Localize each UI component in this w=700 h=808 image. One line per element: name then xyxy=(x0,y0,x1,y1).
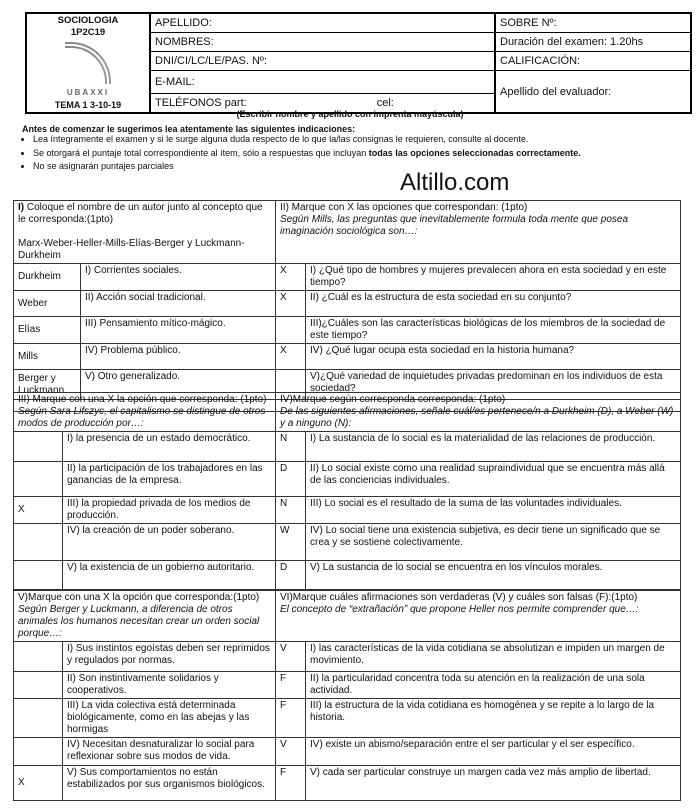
instruction-text: Se otorgará el puntaje total correspondiente al ítem, sólo a respuestas que incluyan xyxy=(33,147,369,158)
q5-subtitle: Según Berger y Luckmann, a diferencia de otros animales los humanos necesitan crear un orden social porque…: xyxy=(18,604,260,639)
q2-option-text: II) ¿Cuál es la estructura de esta sociedad en su conjunto? xyxy=(306,291,681,317)
q1-option-text: III) Pensamiento mítico-mágico. xyxy=(81,317,276,344)
q4-option-text: I) La sustancia de lo social es la materialidad de las relaciones de producción. xyxy=(306,432,681,462)
table-row xyxy=(14,462,681,497)
q2-option-text: III)¿Cuáles son las características biológicas de los miembros de la sociedad de este tiempo? xyxy=(306,317,681,344)
q2-option-text: IV) ¿Qué lugar ocupa esta sociedad en la historia humana? xyxy=(306,344,681,370)
q4-answer-cell[interactable]: D xyxy=(276,462,306,497)
q1-option-text: II) Acción social tradicional. xyxy=(81,291,276,317)
q6-option-text: IV) existe un abismo/separación entre el ser particular y el ser específico. xyxy=(306,738,681,766)
q4-answer-cell[interactable]: N xyxy=(276,497,306,524)
q4-option-text: IV) Lo social tiene una existencia subjetiva, es decir tiene un significado que se crea y se sostiene colectivamente. xyxy=(306,524,681,561)
q6-answer-cell[interactable]: V xyxy=(276,642,306,672)
table-row xyxy=(14,264,681,291)
instruction-bold: todas las opciones seleccionadas correctamente. xyxy=(368,147,581,158)
intro: Antes de comenzar le sugerimos lea atentamente las siguientes indicaciones: xyxy=(22,124,356,134)
q3-title: III) Marque con una X la opción que corresponda: (1pto) xyxy=(18,394,267,405)
q6-header xyxy=(276,591,681,642)
table-row xyxy=(14,672,681,699)
q5-answer-cell[interactable]: X xyxy=(14,766,63,801)
q5-option-text: I) Sus instintos egoístas deben ser reprimidos y regulados por normas. xyxy=(63,642,276,672)
q3-option-text: V) la existencia de un gobierno autoritario. xyxy=(63,561,276,590)
instruction: • No se asignarán puntajes parciales xyxy=(33,160,581,174)
q6-answer-cell[interactable]: F xyxy=(276,672,306,699)
q3-option-text: II) la participación de los trabajadores en las ganancias de la empresa. xyxy=(63,462,276,497)
q2-answer-cell[interactable]: X xyxy=(276,264,306,291)
q5-option-text: II) Son instintivamente solidarios y cooperativos. xyxy=(63,672,276,699)
q1-author-cell[interactable]: Berger y Luckmann xyxy=(14,370,81,400)
course-block xyxy=(26,13,150,113)
q5-answer-cell[interactable] xyxy=(14,642,63,672)
q6-answer-cell[interactable]: F xyxy=(276,766,306,801)
q5-option-text: IV) Necesitan desnaturalizar lo social para reflexionar sobre sus modos de vida. xyxy=(63,738,276,766)
table-row xyxy=(14,344,681,370)
calificacion: CALIFICACIÓN: xyxy=(495,52,691,71)
tema: TEMA 1 3-10-19 xyxy=(54,100,122,110)
q2-answer-cell[interactable] xyxy=(276,317,306,344)
q6-title: VI)Marque cuáles afirmaciones son verdaderas (V) y cuáles son falsas (F):(1pto) xyxy=(280,592,638,603)
q5-answer-cell[interactable] xyxy=(14,738,63,766)
q2-subtitle: Según Mills, las preguntas que inevitablemente formula toda mente que posea imaginación sociológica son…: xyxy=(280,214,629,237)
field-nombres[interactable]: NOMBRES: xyxy=(150,33,495,52)
q5-answer-cell[interactable] xyxy=(14,672,63,699)
q3-header xyxy=(14,393,276,432)
q3-answer-cell[interactable] xyxy=(14,462,63,497)
table-row xyxy=(14,699,681,738)
cel-label: cel: xyxy=(376,97,394,109)
q3-option-text: IV) la creación de un poder soberano. xyxy=(63,524,276,561)
q4-answer-cell[interactable]: W xyxy=(276,524,306,561)
q4-header xyxy=(276,393,681,432)
q2-option-text: V)¿Qué variedad de inquietudes privadas predominan en los individuos de esta sociedad? xyxy=(306,370,681,400)
instruction: • Lea íntegramente el examen y si le surge alguna duda respecto de lo que la/las consignas le requieren, consulte al docente. xyxy=(33,133,581,147)
q4-answer-cell[interactable]: D xyxy=(276,561,306,590)
q3-answer-cell[interactable] xyxy=(14,524,63,561)
q5-header xyxy=(14,591,276,642)
field-email[interactable]: E-MAIL: xyxy=(150,71,495,94)
table-row xyxy=(14,738,681,766)
table-row xyxy=(14,561,681,590)
q5-option-text: V) Sus comportamientos no están estabilizados por sus organismos biológicos. xyxy=(63,766,276,801)
q6-option-text: III) la estructura de la vida cotidiana es homogénea y se repite a lo largo de la historia. xyxy=(306,699,681,738)
q2-answer-cell[interactable]: X xyxy=(276,344,306,370)
q1-option-text: V) Otro generalizado. xyxy=(81,370,276,400)
field-dni[interactable]: DNI/CI/LC/LE/PAS. Nº: xyxy=(150,52,495,71)
q4-option-text: V) La sustancia de lo social se encuentra en los vínculos morales. xyxy=(306,561,681,590)
header-note: (Escribir nombre y apellido con imprenta mayúscula) xyxy=(236,109,464,119)
q6-answer-cell[interactable]: V xyxy=(276,738,306,766)
instruction xyxy=(33,147,581,161)
watermark: Altillo.com xyxy=(400,169,510,196)
questions-5-6 xyxy=(13,590,681,801)
field-sobre: SOBRE Nº: xyxy=(495,13,691,33)
q2-title: II) Marque con X las opciones que correspondan: (1pto) xyxy=(280,202,528,213)
q1-option-text: I) Corrientes sociales. xyxy=(81,264,276,291)
q2-answer-cell[interactable]: X xyxy=(276,291,306,317)
q2-header xyxy=(276,201,681,264)
table-row xyxy=(14,317,681,344)
table-row xyxy=(14,497,681,524)
table-row xyxy=(14,291,681,317)
table-row xyxy=(14,432,681,462)
q6-subtitle: El concepto de “extrañación” que propone Heller nos permite comprender que…: xyxy=(280,604,639,615)
logo-text: UBAXXI xyxy=(66,88,110,97)
q3-option-text: I) la presencia de un estado democrático. xyxy=(63,432,276,462)
evaluador: Apellido del evaluador: xyxy=(495,71,691,114)
q4-answer-cell[interactable]: N xyxy=(276,432,306,462)
questions-3-4 xyxy=(13,392,681,590)
course-name: SOCIOLOGIA xyxy=(57,15,119,26)
q1-author-cell[interactable]: Durkheim xyxy=(14,264,81,291)
q5-option-text: III) La vida colectiva está determinada biológicamente, como en las abejas y las hormigas xyxy=(63,699,276,738)
q5-answer-cell[interactable] xyxy=(14,699,63,738)
table-row xyxy=(14,524,681,561)
student-header xyxy=(25,12,692,114)
telefonos-label: TELÉFONOS part: xyxy=(155,97,247,109)
q1-header xyxy=(14,201,276,264)
q3-subtitle: Según Sara Lifszyc, el capitalismo se distingue de otros modos de producción por…: xyxy=(18,406,266,429)
q6-option-text: V) cada ser particular construye un margen cada vez más amplio de libertad. xyxy=(306,766,681,801)
course-code: 1P2C19 xyxy=(70,27,106,38)
q4-option-text: III) Lo social es el resultado de la suma de las voluntades individuales. xyxy=(306,497,681,524)
q5-title: V)Marque con una X la opción que corresponda:(1pto) xyxy=(18,592,260,603)
field-apellido[interactable]: APELLIDO: xyxy=(150,13,495,33)
q1-title: Coloque el nombre de un autor junto al concepto que le corresponda:(1pto) xyxy=(18,202,263,225)
q6-answer-cell[interactable]: F xyxy=(276,699,306,738)
q3-answer-cell[interactable] xyxy=(14,561,63,590)
table-row xyxy=(14,766,681,801)
q1-option-text: IV) Problema público. xyxy=(81,344,276,370)
table-row xyxy=(14,642,681,672)
instructions-list xyxy=(5,133,581,174)
q4-subtitle: De las siguientes afirmaciones, señale cuál/es pertenece/n a Durkheim (D), a Weber (W) y a ninguno (N): xyxy=(280,406,674,429)
q2-option-text: I) ¿Qué tipo de hombres y mujeres prevalecen ahora en esta sociedad y en este tiempo? xyxy=(306,264,681,291)
q6-option-text: II) la particularidad concentra toda su atención en la realización de una sola actividad. xyxy=(306,672,681,699)
q1-num: I) xyxy=(18,202,25,213)
q1-author-cell[interactable]: Mills xyxy=(14,344,81,370)
questions-1-2 xyxy=(13,200,681,412)
q1-author-cell[interactable]: Elías xyxy=(14,317,81,344)
q3-answer-cell[interactable]: X xyxy=(14,497,63,524)
q4-title: IV)Marque según corresponda corresponda: (1pto) xyxy=(280,394,506,405)
ubaxxi-logo-icon xyxy=(65,42,111,84)
q3-option-text: III) la propiedad privada de los medios de producción. xyxy=(63,497,276,524)
q6-option-text: I) las características de la vida cotidiana se absolutizan e impiden un margen de movimiento. xyxy=(306,642,681,672)
q4-option-text: II) Lo social existe como una realidad supraindividual que se encuentra más allá de las conciencias individuales. xyxy=(306,462,681,497)
q1-authors: Marx-Weber-Heller-Mills-Elías-Berger y Luckmann-Durkheim xyxy=(18,238,245,261)
q1-author-cell[interactable]: Weber xyxy=(14,291,81,317)
q3-answer-cell[interactable] xyxy=(14,432,63,462)
duracion: Duración del examen: 1.20hs xyxy=(495,33,691,52)
